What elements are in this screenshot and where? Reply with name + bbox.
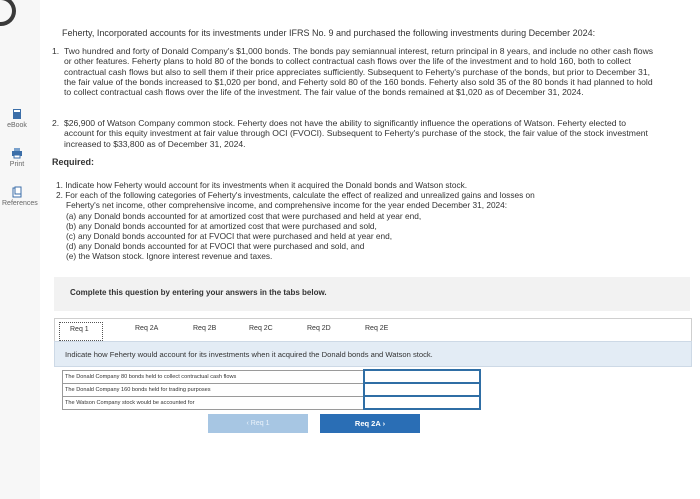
subquestion-b: (b) any Donald bonds accounted for at amortized cost that were purchased and sold, — [66, 221, 377, 231]
print-button[interactable] — [2, 147, 32, 168]
panel-title: Complete this question by entering your answers in the tabs below. — [70, 288, 327, 297]
question-1: 1. Indicate how Feherty would account for its investments when it acquired the Donald bonds and Watson stock. — [56, 180, 468, 190]
print-label: Print — [9, 161, 25, 168]
references-button[interactable] — [2, 186, 38, 207]
tab-req-2b[interactable]: Req 2B — [193, 325, 217, 332]
references-label: References — [2, 200, 38, 207]
next-button[interactable]: Req 2A › — [320, 414, 420, 433]
tab-bar — [54, 318, 692, 341]
instructions-panel — [54, 277, 690, 311]
tab-req-2a[interactable]: Req 2A — [135, 325, 159, 332]
required-heading: Required: — [52, 157, 95, 167]
prompt-text: Indicate how Feherty would account for its investments when it acquired the Donald bonds and Watson stock. — [65, 350, 433, 359]
tab-req-2e[interactable]: Req 2E — [365, 325, 389, 332]
answer-select[interactable] — [364, 383, 480, 396]
answer-select[interactable] — [364, 370, 480, 383]
answer-select[interactable] — [364, 396, 480, 409]
row-label: The Watson Company stock would be accounted for — [63, 396, 365, 409]
item-2 — [52, 118, 692, 150]
subquestion-d: (d) any Donald bonds accounted for at FVOCI that were purchased and sold, and — [66, 241, 365, 251]
ebook-label: eBook — [7, 122, 27, 129]
book-icon — [11, 108, 23, 120]
tab-req-1[interactable]: Req 1 — [59, 322, 103, 341]
item-2-number: 2. — [52, 118, 60, 128]
subquestion-a: (a) any Donald bonds accounted for at amortized cost that were purchased and held at year end, — [66, 211, 422, 221]
references-icon — [11, 186, 23, 198]
left-sidebar — [0, 0, 40, 499]
row-label: The Donald Company 160 bonds held for trading purposes — [63, 383, 365, 396]
item-2-text: $26,900 of Watson Company common stock. Feherty does not have the ability to significantly influence the operations of Watson. Feherty elected to account for this equity investment at fair value through OCI (FVOCI). Subsequent to Feherty's purchase of the stock, the fair value of the stock investment increased to $33,800 as of December 31, 2024. — [64, 118, 648, 149]
prompt-bar — [54, 341, 692, 367]
question-2: 2. For each of the following categories of Feherty's investments, calculate the effect of realized and unrealized gains and losses on — [56, 190, 535, 200]
subquestion-c: (c) any Donald bonds accounted for at FVOCI that were purchased and held at year end, — [66, 231, 393, 241]
table-row — [63, 396, 481, 409]
row-label: The Donald Company 80 bonds held to collect contractual cash flows — [63, 370, 365, 383]
item-1-text: Two hundred and forty of Donald Company's $1,000 bonds. The bonds pay semiannual interest, return principal in 8 years, and include no other cash flows or other features. Feherty plans to hold 80 of the bonds to collect contractual cash flows over the life of the investment and to hold 160, both to collect contractual cash flows but also to sell them if their price appreciates sufficiently. Subsequent to Feherty's purchase of the bonds, but prior to December 31, the fair value of the bonds increased to $1,020 per bond, and Feherty sold 80 of the 160 bonds. Feherty also sold 35 of the 80 bonds it had planned to hold to collect contractual cash flows over the life of the investment. The fair value of the bonds remained at $1,020 as of December 31, 2024. — [64, 46, 654, 98]
subquestion-e: (e) the Watson stock. Ignore interest revenue and taxes. — [66, 251, 273, 261]
back-arrow-icon[interactable] — [0, 0, 16, 26]
ebook-button[interactable] — [2, 108, 32, 129]
problem-intro: Feherty, Incorporated accounts for its investments under IFRS No. 9 and purchased the following investments during December 2024: — [62, 28, 596, 38]
table-row — [63, 383, 481, 396]
item-1-number: 1. — [52, 46, 60, 56]
print-icon — [11, 147, 23, 159]
answer-table — [62, 369, 481, 410]
tab-req-2c[interactable]: Req 2C — [249, 325, 273, 332]
table-row — [63, 370, 481, 383]
prev-button[interactable]: ‹ Req 1 — [208, 414, 308, 433]
tab-req-2d[interactable]: Req 2D — [307, 325, 331, 332]
question-2-cont: Feherty's net income, other comprehensive income, and comprehensive income for the year ended December 31, 2024: — [66, 200, 508, 210]
